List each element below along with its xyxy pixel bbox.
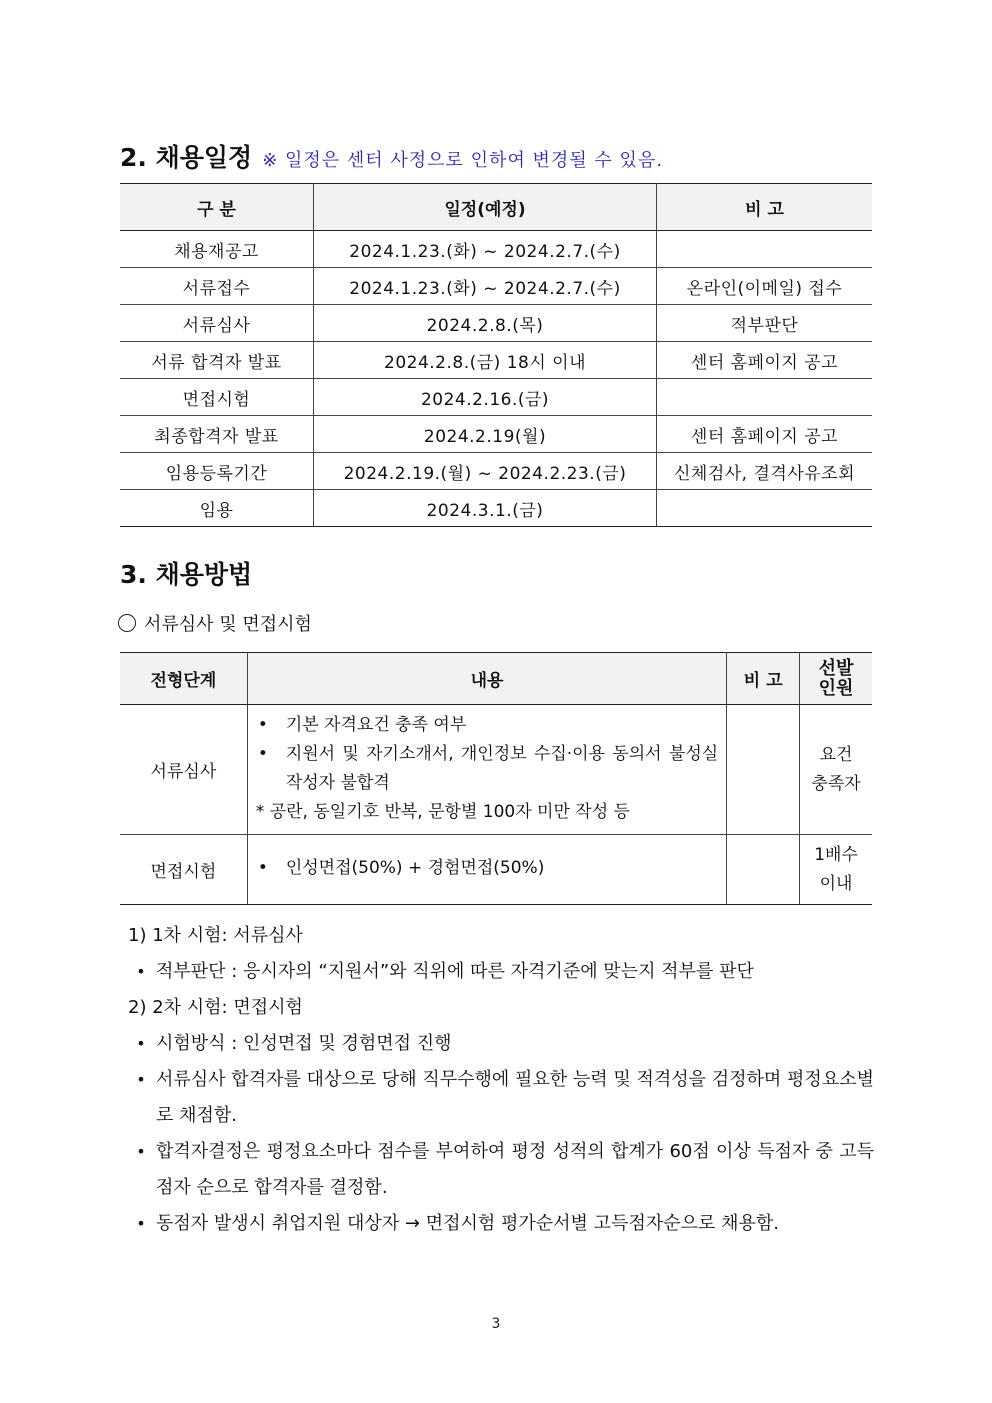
schedule-row [120, 342, 872, 379]
method-header-count-line1: 선발 [818, 657, 854, 679]
content-footnote: * 공란, 동일기호 반복, 문항별 100자 미만 작성 등 [255, 801, 630, 822]
bullet-dot-icon: • [136, 1034, 146, 1053]
schedule-header-category: 구 분 [120, 184, 314, 231]
schedule-cell-note: 센터 홈페이지 공고 [657, 416, 873, 453]
method-cell-content [247, 705, 726, 835]
circle-bullet-icon [118, 614, 136, 632]
schedule-change-note: ※ 일정은 센터 사정으로 인하여 변경될 수 있음. [262, 150, 664, 171]
schedule-cell-date: 2024.2.19(월) [314, 416, 657, 453]
schedule-row [120, 416, 872, 453]
bullet-dot-icon: • [257, 714, 268, 735]
method-count-line2: 이내 [819, 873, 853, 894]
schedule-header-note: 비 고 [657, 184, 873, 231]
schedule-cell-category: 면접시험 [120, 379, 314, 416]
method-cell-note [727, 835, 800, 905]
exam-bullet-text: 서류심사 합격자를 대상으로 당해 직무수행에 필요한 능력 및 적격성을 검정하며 평정요소별로 채점함. [156, 1069, 874, 1126]
exam-bullet-text: 적부판단 : 응시자의 “지원서”와 직위에 따른 자격기준에 맞는지 적부를 판단 [156, 961, 754, 982]
method-header-row [120, 653, 872, 705]
bullet-dot-icon: • [257, 743, 268, 764]
schedule-cell-note [657, 231, 873, 268]
schedule-cell-category: 채용재공고 [120, 231, 314, 268]
schedule-row [120, 231, 872, 268]
method-cell-content [247, 835, 726, 905]
method-header-count [800, 653, 872, 705]
content-bullet [256, 740, 718, 798]
bullet-dot-icon: • [136, 962, 146, 981]
method-header-note: 비 고 [727, 653, 800, 705]
bullet-dot-icon: • [257, 858, 268, 878]
method-row-document [120, 705, 872, 835]
method-count-line1: 요건 [819, 744, 853, 765]
content-bullet-text: 기본 자격요건 충족 여부 [285, 714, 467, 735]
method-subtitle [118, 610, 312, 636]
schedule-header-row [120, 184, 872, 231]
method-count-line2: 충족자 [811, 773, 861, 794]
content-bullet-text: 인성면접(50%) + 경험면접(50%) [285, 858, 545, 878]
method-cell-count [800, 835, 872, 905]
schedule-cell-note [657, 490, 873, 527]
exam-bullet [126, 1062, 874, 1134]
schedule-cell-category: 최종합격자 발표 [120, 416, 314, 453]
schedule-row [120, 379, 872, 416]
content-bullet [256, 711, 718, 740]
exam-bullet [126, 1134, 874, 1206]
schedule-table [120, 183, 872, 527]
schedule-cell-category: 서류접수 [120, 268, 314, 305]
schedule-cell-category: 서류 합격자 발표 [120, 342, 314, 379]
schedule-cell-date: 2024.2.8.(금) 18시 이내 [314, 342, 657, 379]
schedule-cell-date: 2024.1.23.(화) ~ 2024.2.7.(수) [314, 231, 657, 268]
exam-item-heading: 1) 1차 시험: 서류심사 [128, 925, 303, 946]
schedule-header-date: 일정(예정) [314, 184, 657, 231]
schedule-cell-date: 2024.3.1.(금) [314, 490, 657, 527]
exam-bullet-text: 시험방식 : 인성면접 및 경험면접 진행 [156, 1033, 452, 1054]
schedule-cell-date: 2024.1.23.(화) ~ 2024.2.7.(수) [314, 268, 657, 305]
method-cell-stage: 면접시험 [120, 835, 247, 905]
exam-bullet-text: 동점자 발생시 취업지원 대상자 → 면접시험 평가순서별 고득점자순으로 채용함. [156, 1213, 779, 1234]
section-3-title: 3. 채용방법 [120, 560, 253, 589]
page-number: 3 [491, 1316, 501, 1332]
exam-bullet [126, 954, 874, 990]
method-subtitle-text: 서류심사 및 면접시험 [144, 614, 312, 635]
schedule-row [120, 490, 872, 527]
exam-bullet [126, 1206, 874, 1242]
method-count-line1: 1배수 [814, 844, 858, 865]
schedule-cell-note: 적부판단 [657, 305, 873, 342]
schedule-row [120, 453, 872, 490]
schedule-cell-category: 서류심사 [120, 305, 314, 342]
exam-bullet-text: 합격자결정은 평정요소마다 점수를 부여하여 평정 성적의 합계가 60점 이상 득점자 중 고득점자 순으로 합격자를 결정함. [156, 1141, 874, 1198]
method-cell-stage: 서류심사 [120, 705, 247, 835]
exam-item-heading: 2) 2차 시험: 면접시험 [128, 997, 303, 1018]
section-2-title: 2. 채용일정 [120, 143, 253, 172]
schedule-cell-note [657, 379, 873, 416]
method-header-count-line2: 인원 [818, 677, 854, 699]
exam-bullet [126, 1026, 874, 1062]
method-header-stage: 전형단계 [120, 653, 247, 705]
content-bullet-text: 지원서 및 자기소개서, 개인정보 수집·이용 동의서 불성실 작성자 불합격 [285, 743, 719, 793]
content-bullet [256, 854, 718, 883]
section-2-heading [120, 138, 663, 174]
exam-details [126, 918, 874, 1242]
schedule-cell-date: 2024.2.8.(목) [314, 305, 657, 342]
schedule-row [120, 305, 872, 342]
schedule-row [120, 268, 872, 305]
method-cell-count [800, 705, 872, 835]
method-cell-note [727, 705, 800, 835]
bullet-dot-icon: • [136, 1214, 146, 1233]
schedule-cell-note: 온라인(이메일) 접수 [657, 268, 873, 305]
schedule-cell-date: 2024.2.16.(금) [314, 379, 657, 416]
schedule-cell-date: 2024.2.19.(월) ~ 2024.2.23.(금) [314, 453, 657, 490]
bullet-dot-icon: • [136, 1070, 146, 1089]
bullet-dot-icon: • [136, 1142, 146, 1161]
schedule-cell-note: 신체검사, 결격사유조회 [657, 453, 873, 490]
schedule-cell-category: 임용등록기간 [120, 453, 314, 490]
method-table [120, 652, 872, 905]
schedule-cell-note: 센터 홈페이지 공고 [657, 342, 873, 379]
method-row-interview [120, 835, 872, 905]
method-header-content: 내용 [247, 653, 726, 705]
schedule-cell-category: 임용 [120, 490, 314, 527]
